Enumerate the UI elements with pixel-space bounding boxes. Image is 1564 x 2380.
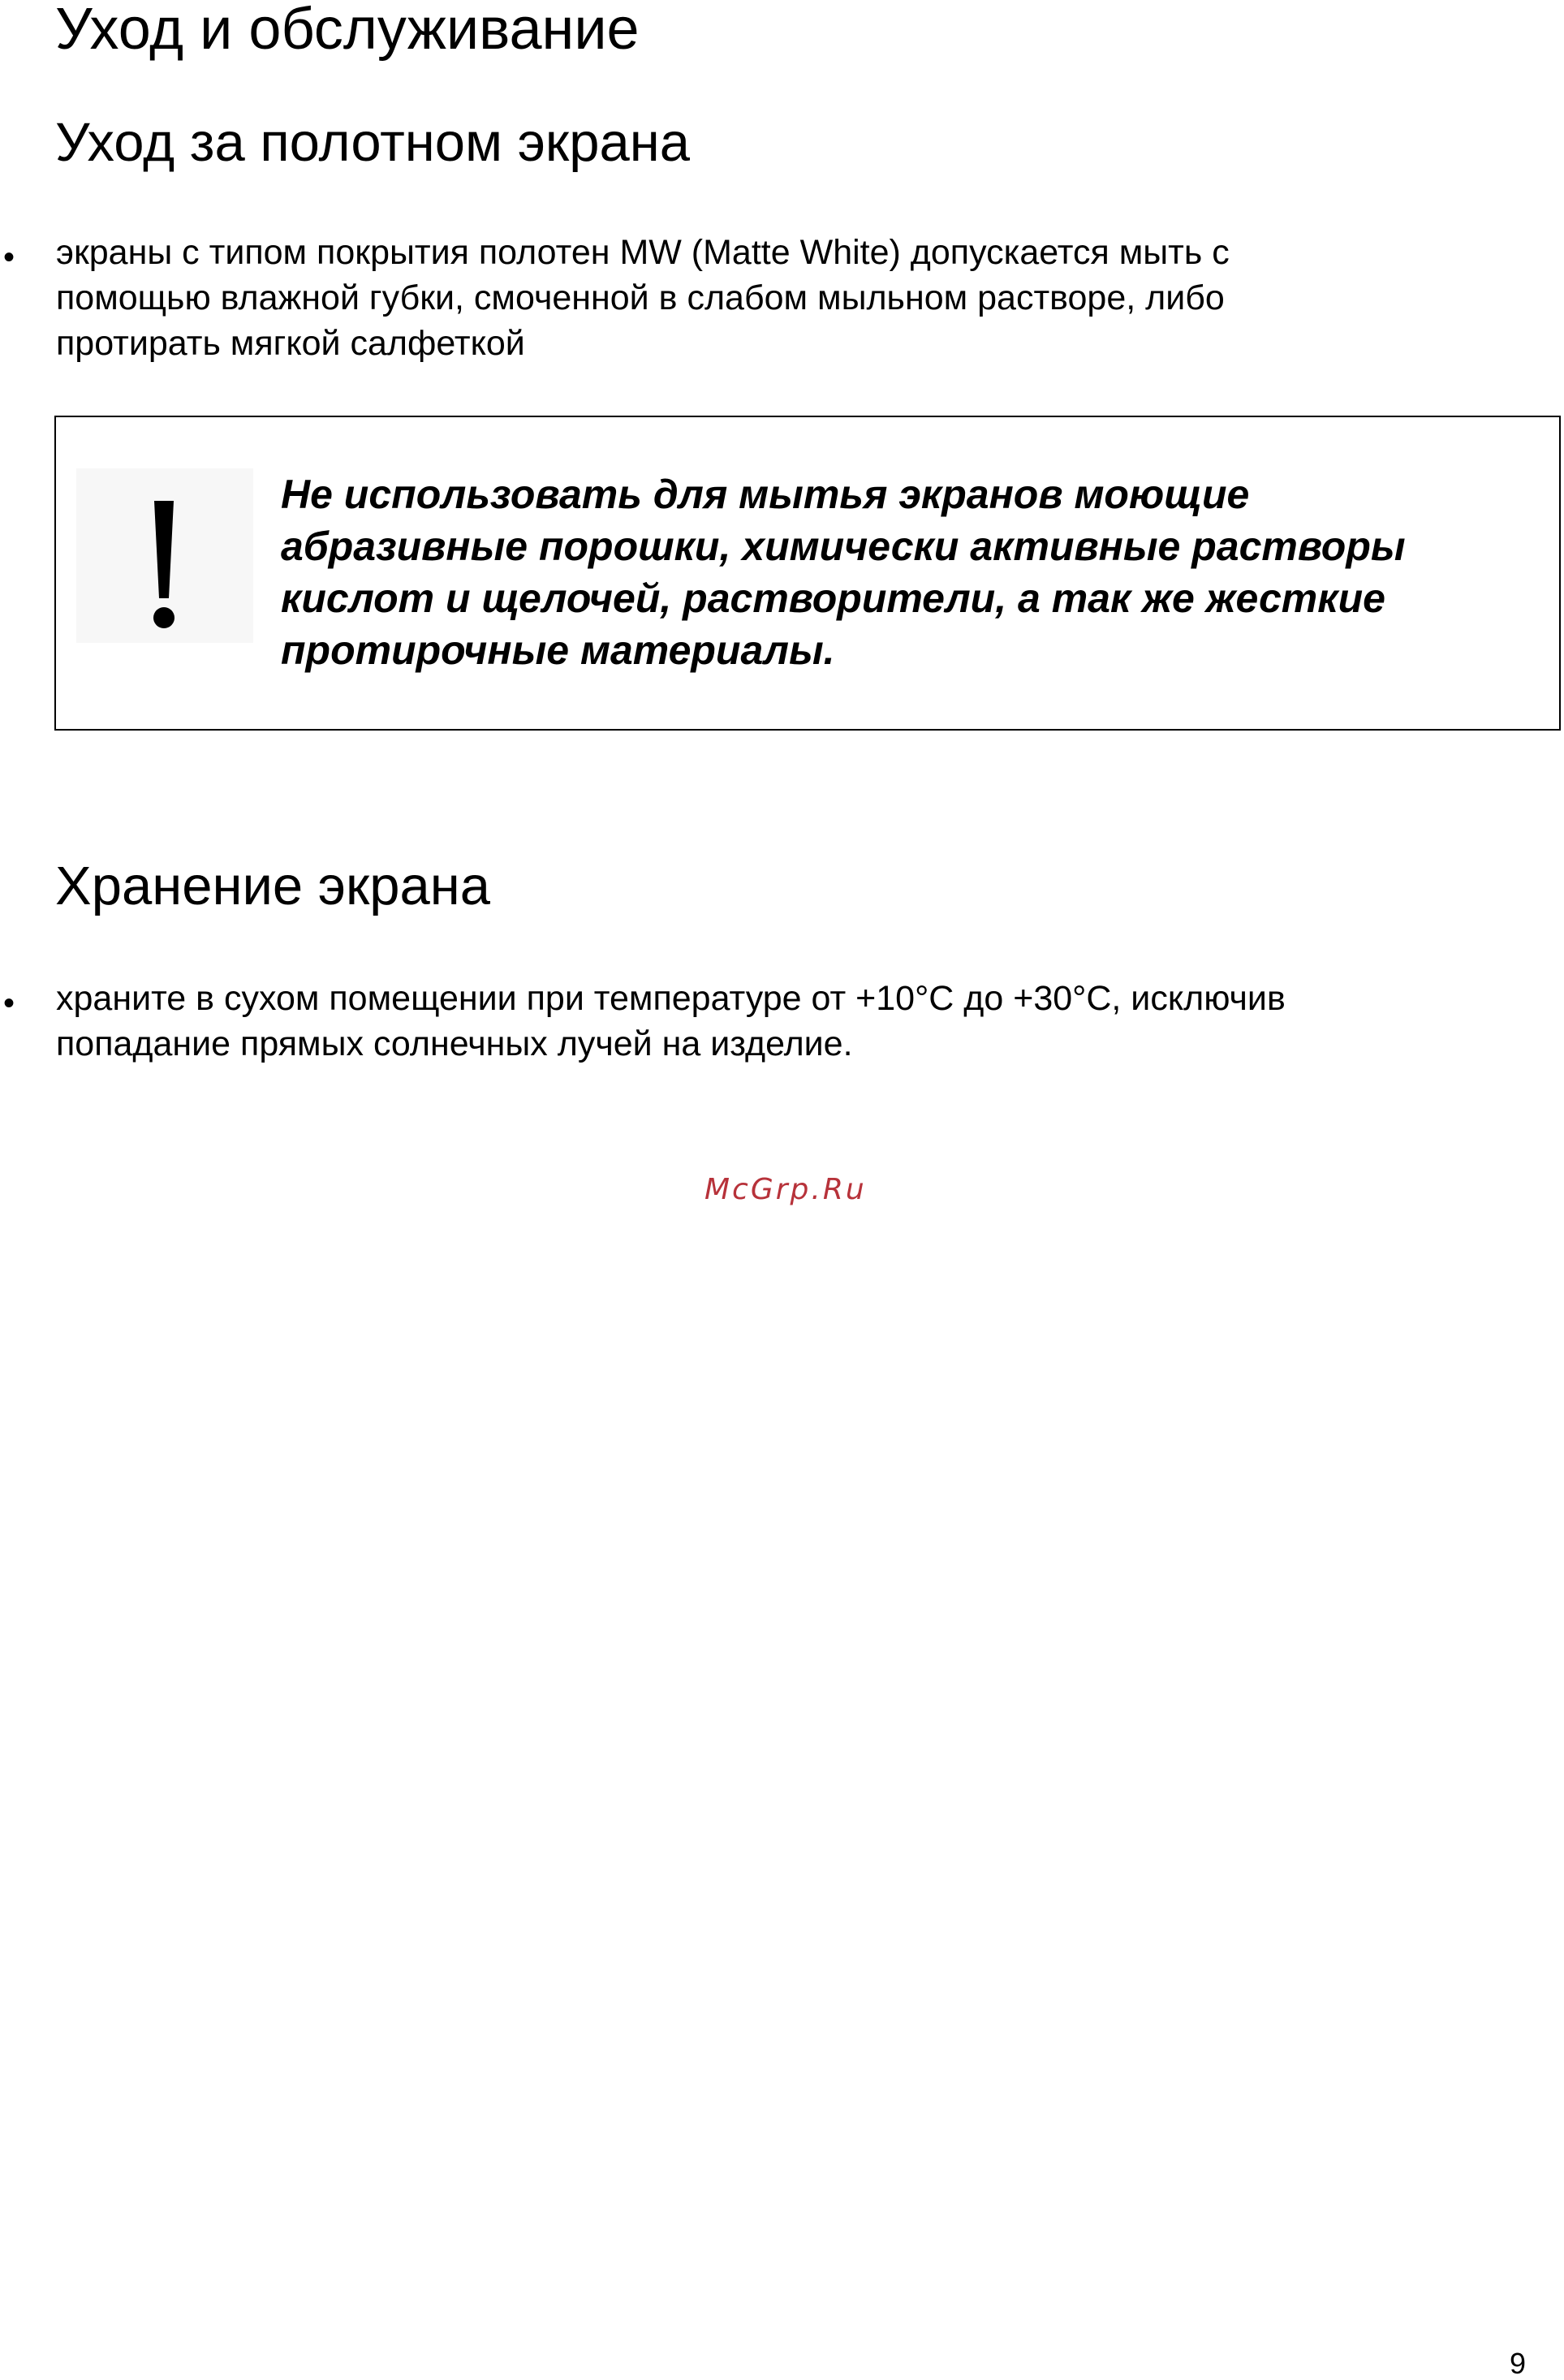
warning-text	[281, 468, 1406, 676]
bullet-icon: •	[3, 239, 15, 275]
exclamation-icon	[76, 468, 253, 643]
text-line: храните в сухом помещении при температуре от +10°С до +30°С, исключив	[56, 979, 1286, 1018]
watermark-link[interactable]: McGrp.Ru	[704, 1173, 867, 1206]
list-item-text	[56, 976, 1517, 1067]
section-heading-screen-care: Уход за полотном экрана	[55, 112, 691, 173]
warning-box	[54, 416, 1561, 731]
warning-line: Не использовать для мытья экранов моющие	[281, 472, 1250, 517]
list-item-text	[56, 230, 1517, 366]
warning-line: кислот и щелочей, растворители, а так же жесткие	[281, 576, 1385, 621]
warning-line: абразивные порошки, химически активные растворы	[281, 524, 1406, 569]
text-line: протирать мягкой салфеткой	[56, 324, 525, 363]
text-line: помощью влажной губки, смоченной в слабом мыльном растворе, либо	[56, 278, 1225, 317]
page-title: Уход и обслуживание	[55, 0, 640, 62]
warning-line: протирочные материалы.	[281, 627, 835, 673]
page-number: 9	[1510, 2347, 1527, 2380]
bullet-icon: •	[3, 985, 15, 1021]
text-line: попадание прямых солнечных лучей на изделие.	[56, 1024, 853, 1063]
section-heading-screen-storage: Хранение экрана	[55, 856, 491, 916]
text-line: экраны с типом покрытия полотен MW (Matte White) допускается мыть с	[56, 233, 1230, 272]
